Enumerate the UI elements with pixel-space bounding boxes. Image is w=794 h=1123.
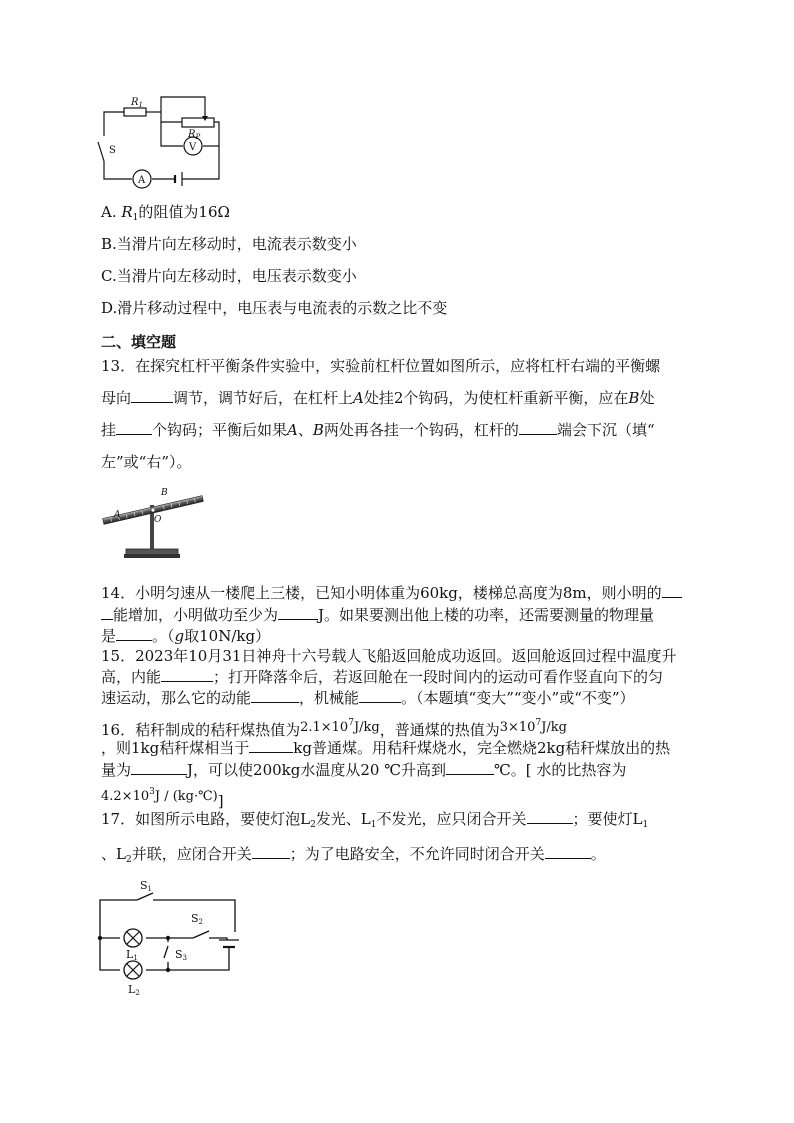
answer-blank bbox=[545, 843, 591, 859]
q15-line-1: 15．2023年10月31日神舟十六号载人飞船返回舱成功返回。返回舱返回过程中温度升 bbox=[101, 647, 677, 665]
option-d: D.滑片移动过程中，电压表与电流表的示数之比不变 bbox=[101, 299, 448, 317]
answer-blank bbox=[527, 808, 573, 824]
section-heading: 二、填空题 bbox=[101, 333, 177, 351]
answer-blank bbox=[278, 604, 318, 620]
point-b-label: B bbox=[161, 488, 168, 498]
q13-line-1: 13．在探究杠杆平衡条件实验中，实验前杠杆位置如图所示，应将杠杆右端的平衡螺 bbox=[101, 357, 661, 375]
option-a: A. $R_1$的阻值为16Ω bbox=[101, 203, 230, 223]
answer-blank bbox=[131, 387, 173, 403]
circuit-diagram-2 bbox=[93, 874, 243, 999]
q16-line-3: 量为 J，可以使200kg水温度从20 ℃升高到 ℃。[ 水的比热容为 bbox=[101, 761, 627, 779]
lever-diagram bbox=[100, 485, 208, 561]
q14-line-3: 是 。（g取10N/kg） bbox=[101, 627, 271, 645]
answer-blank bbox=[519, 419, 557, 435]
q13-line-2: 母向 调节，调节好后，在杠杆上A处挂2个钩码，为使杠杆重新平衡，应在B处 bbox=[101, 389, 655, 407]
l2-label: L2 bbox=[128, 983, 140, 997]
q13-line-4: 左”或“右”）。 bbox=[101, 453, 192, 471]
q15-line-3: 速运动，那么它的动能 ，机械能 。（本题填“变大”“变小”或“不变”） bbox=[101, 689, 635, 707]
point-o-label: O bbox=[154, 515, 162, 525]
q16-line-1: 16．秸秆制成的秸秆煤热值为$2.1\times 10^7J/kg$，普通煤的热值为$3\times 10^7J/kg$ bbox=[101, 718, 567, 739]
answer-blank bbox=[161, 666, 213, 682]
answer-blank bbox=[252, 843, 290, 859]
s1-label: S1 bbox=[140, 879, 153, 893]
answer-blank bbox=[249, 737, 293, 753]
q17-line-1: 17．如图所示电路，要使灯泡$L_2$发光、$L_1$不发光，应只闭合开关 ；要使灯$L_1$ bbox=[101, 810, 649, 830]
answer-blank bbox=[131, 759, 187, 775]
ammeter-label: A bbox=[138, 175, 146, 186]
answer-blank bbox=[101, 604, 113, 620]
q17-line-2: 、$L_2$并联，应闭合开关 ；为了电路安全，不允许同时闭合开关 。 bbox=[101, 845, 606, 865]
answer-blank bbox=[359, 687, 401, 703]
circuit-diagram-1 bbox=[95, 92, 225, 194]
s2-label: S2 bbox=[191, 912, 204, 926]
point-a-label: A bbox=[114, 510, 121, 520]
q14-line-1: 14．小明匀速从一楼爬上三楼，已知小明体重为60kg，楼梯总高度为8m，则小明的 bbox=[101, 582, 682, 604]
answer-blank bbox=[251, 687, 299, 703]
q13-line-3: 挂 个钩码；平衡后如果A、B两处再各挂一个钩码，杠杆的 端会下沉（填“ bbox=[101, 421, 655, 439]
answer-blank bbox=[116, 625, 152, 641]
answer-blank bbox=[116, 419, 152, 435]
option-b: B.当滑片向左移动时，电流表示数变小 bbox=[101, 235, 357, 253]
q15-line-2: 高，内能 ；打开降落伞后，若返回舱在一段时间内的运动可看作竖直向下的匀 bbox=[101, 668, 664, 686]
option-c: C.当滑片向左移动时，电压表示数变小 bbox=[101, 267, 357, 285]
rp-label: $R_P$ bbox=[188, 129, 201, 141]
s3-label: S3 bbox=[175, 948, 188, 962]
q14-line-2: 能增加，小明做功至少为 J。如果要测出他上楼的功率，还需要测量的物理量 bbox=[101, 604, 654, 626]
r1-label: $R_1$ bbox=[131, 97, 143, 109]
voltmeter-label: V bbox=[189, 142, 197, 153]
switch-label: S bbox=[109, 145, 116, 156]
q16-line-2: ，则1kg秸秆煤相当于 kg普通煤。用秸秆煤烧水，完全燃烧2kg秸秆煤放出的热 bbox=[101, 739, 671, 757]
answer-blank bbox=[662, 582, 682, 598]
q16-line-4: $4.2\times 10^3J$ / (kg·℃)] bbox=[101, 787, 224, 810]
answer-blank bbox=[446, 759, 494, 775]
l1-label: L1 bbox=[126, 948, 138, 962]
